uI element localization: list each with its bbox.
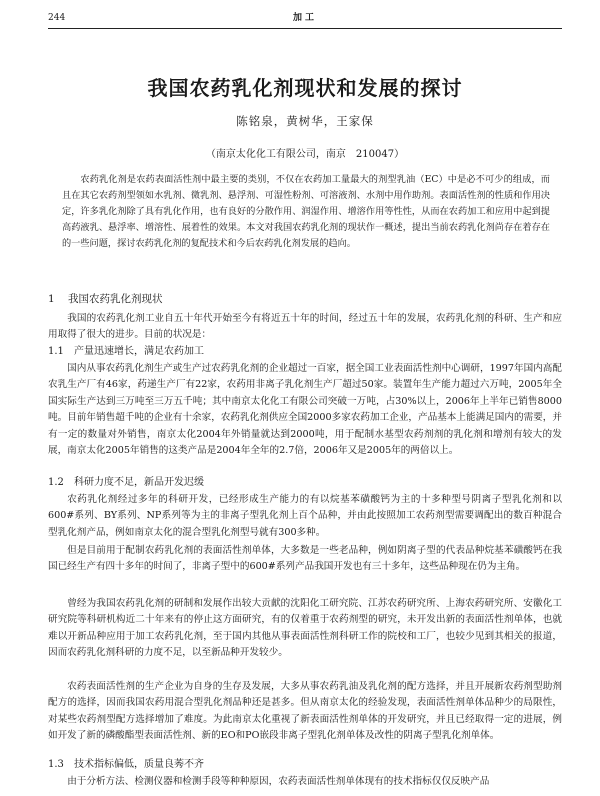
- paper-title: 我国农药乳化剂现状和发展的探讨: [147, 76, 463, 100]
- subsection-title: 科研力度不足，新品开发迟缓: [74, 477, 204, 488]
- paper-authors: 陈铭泉，黄树华，王家保: [236, 114, 374, 128]
- subsection-title: 技术指标偏低，质量良莠不齐: [74, 759, 204, 770]
- subsection-number: 1.3: [48, 759, 64, 770]
- subsection-heading-1-1: [48, 344, 548, 360]
- subsection-heading-1-2: [48, 475, 548, 491]
- running-header: [48, 10, 562, 29]
- paragraph-1-2-c: 曾经为我国农药乳化剂的研制和发展作出较大贡献的沈阳化工研究院、江苏农药研究所、上海农药研究所、安徽化工研究院等科研机构近二十年来有的停止这方面研究，有的仅着重于农药剂型的研究，未开发出新的表面活性剂单体，也就难以开新品种应用于加工农药乳化剂，至于国内其他从事表面活性剂科研工作的院校和工厂，也较少见到其相关的报道，因而农药乳化剂科研的力度不足，以至新品种开发较少。: [48, 598, 562, 659]
- subsection-heading-1-3: [48, 757, 548, 773]
- section-title: 我国农药乳化剂现状: [68, 293, 163, 305]
- paragraph-1-2-d: 农药表面活性剂的生产企业为自身的生存及发展，大多从事农药乳油及乳化剂的配方选择，并且开展新农药剂型助剂配方的选择，因而我国农药用混合型乳化剂品种还是甚多。但从南京太化的经验发现，表面活性剂单体品种少的局限性，对某些农药剂型配方选择增加了难度。为此南京太化重视了新表面活性剂单体的开发研究，并且已经取得一定的进展，例如开发了新的磷酸酯型表面活性剂、新的EO和PO嵌段非离子型乳化剂单体及改性的阴离子型乳化剂单体。: [48, 681, 562, 742]
- abstract-text: 农药乳化剂是农药表面活性剂中最主要的类别，不仅在农药加工量最大的剂型乳油（EC）中是必不可少的组成，而且在其它农药剂型领如水乳剂、微乳剂、悬浮剂、可湿性粉剂、可溶液剂、水剂中用作助剂。表面活性剂的性质和作用决定，许多乳化剂除了具有乳化作用，也有良好的分散作用、润湿作用、增溶作用等性性，从而在农药加工和应用中起到提高药液乳、悬浮率、增溶性、展着性的效果。本文对我国农药乳化剂的现状作一概述，提出当前农药乳化剂尚存在着存在的一些问题，探讨农药乳化剂的复配技术和今后农药乳化剂发展的趋向。: [62, 174, 550, 249]
- paragraph-1-2-a: 农药乳化剂经过多年的科研开发，已经形成生产能力的有以烷基苯磺酸钙为主的十多种型号阴离子型乳化剂和以600#系列、BY系列、NP系列等为主的非离子型乳化剂上百个品种，并由此按照加工农药剂型需要调配出的数百种混合型乳化剂产品，例如南京太化的混合型乳化剂型号就有300多种。: [48, 494, 562, 538]
- paper-affiliation: （南京太化化工有限公司，南京 210047）: [205, 149, 405, 160]
- paragraph-1-1-a: 国内从事农药乳化剂生产或生产过农药乳化剂的企业超过一百家，据全国工业表面活性剂中心调研，1997年国内高配农乳生产厂有46家，药递生产厂有22家，农药用非离子乳化剂生产厂超过50家。装置年生产能力超过六万吨，2005年全国实际生产达到三万吨至三万五千吨；其中南京太化化工有限公司突破一万吨，占30%以上，2006年上半年已销售8000吨。目前年销售超千吨的企业有十余家，农药乳化剂供应全国2000多家农药加工企业，产品基本上能满足国内的需要，并有一定的数量对外销售，南京太化2004年外销量就达到2000吨，用于配制水基型农药剂剂的乳化剂和增剂有较大的发展，南京太化2005年销售的这类产品是2004年全年的2.7倍，2006年又是2005年的两倍以上。: [48, 363, 562, 457]
- section-heading-1: [48, 291, 548, 307]
- subsection-title: 产量迅速增长，满足农药加工: [74, 346, 204, 357]
- subsection-number: 1.2: [48, 477, 64, 488]
- page-number: 244: [48, 13, 66, 23]
- subsection-number: 1.1: [48, 346, 64, 357]
- paragraph-1-2-b: 但是目前用于配制农药乳化剂的表面活性剂单体，大多数是一些老品种，例如阴离子型的代表品种烷基苯磺酸钙在我国已经生产有四十多年的时间了，非离子型中的600#系列产品我国开发也有三十多年，这些品种现在仍为主角。: [48, 545, 562, 573]
- journal-name: 加工: [292, 13, 317, 23]
- paragraph-1-3-a: 由于分析方法、检测仪器和检测手段等种种原因，农药表面活性剂单体现有的技术指标仅仅反映产品: [67, 776, 490, 787]
- section-number: 1: [48, 293, 55, 305]
- section-1-intro: 我国的农药乳化剂工业自五十年代开始至今有将近五十年的时间，经过五十年的发展，农药乳化剂的科研、生产和应用取得了很大的进步。目前的状况是：: [48, 313, 562, 341]
